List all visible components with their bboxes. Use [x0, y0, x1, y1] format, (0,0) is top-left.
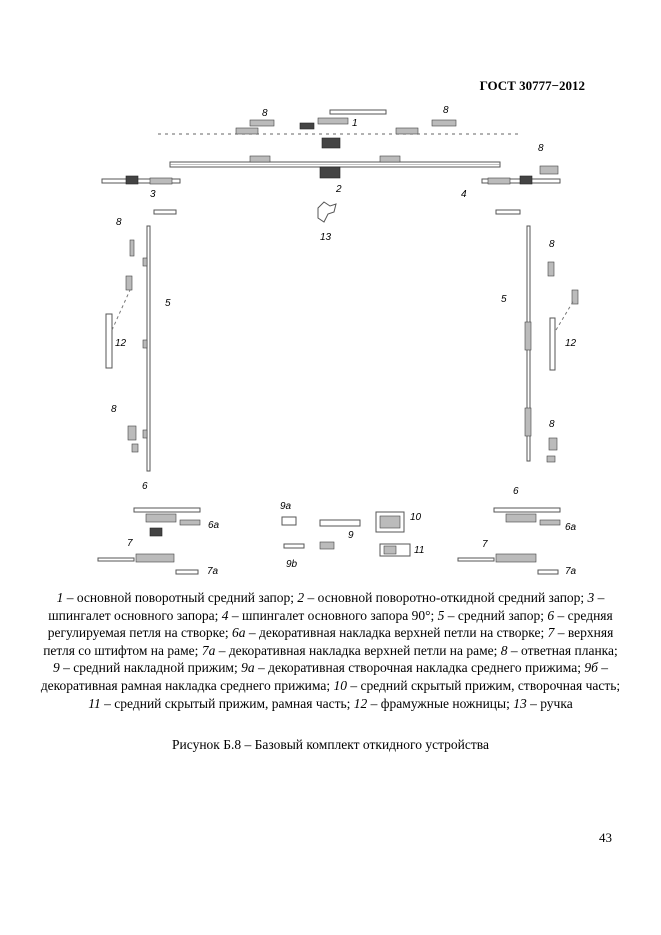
legend-item-9a: 9а – декоративная створочная накладка среднего прижима; — [241, 660, 585, 676]
legend-item-7a: 7а – декоративная накладка верхней петли на раме; — [201, 642, 501, 658]
part-11-drawing — [380, 544, 410, 556]
part-5-left-drawing — [143, 210, 176, 471]
part-7-right-drawing — [458, 554, 558, 574]
legend-item-9b: 9б – декоративная рамная накладка среднего прижима; — [40, 660, 608, 693]
label-8: 8 — [549, 419, 555, 430]
legend-item-9: 9 – средний накладной прижим; — [53, 660, 242, 676]
label-8: 8 — [111, 404, 117, 415]
label-5: 5 — [501, 294, 507, 305]
label-8: 8 — [538, 143, 544, 154]
part-3-drawing — [102, 176, 180, 184]
part-8-right-drawing — [547, 438, 557, 462]
part-6-right-drawing — [494, 508, 560, 525]
label-12: 12 — [565, 338, 577, 349]
figure-title: Рисунок Б.8 – Базовый комплект откидного устройства — [172, 737, 489, 752]
label-6a: 6a — [208, 520, 220, 531]
legend-item-12: 12 – фрамужные ножницы; — [353, 695, 514, 711]
label-7a: 7a — [207, 566, 219, 577]
part-8-left-drawing — [128, 426, 138, 452]
label-9a: 9a — [280, 501, 292, 512]
label-11: 11 — [414, 545, 425, 556]
label-8: 8 — [116, 217, 122, 228]
label-8: 8 — [443, 105, 449, 116]
label-4: 4 — [461, 189, 467, 200]
part-4-drawing — [482, 166, 560, 184]
label-6: 6 — [513, 486, 519, 497]
legend-item-11: 11 – средний скрытый прижим, рамная часть; — [88, 695, 354, 711]
legend-item-1: 1 – основной поворотный средний запор; — [56, 590, 298, 605]
label-8: 8 — [262, 108, 268, 119]
part-13-handle-drawing — [318, 202, 336, 222]
legend-item-6: 6 – средняя регулируемая петля на створке; — [47, 607, 613, 641]
label-3: 3 — [150, 189, 156, 200]
label-1: 1 — [352, 118, 358, 129]
legend-item-10: 10 – средний скрытый прижим, створочная часть; — [333, 677, 621, 693]
label-2: 2 — [336, 184, 342, 195]
legend-item-8: 8 – ответная планка; — [500, 642, 618, 658]
standard-header: ГОСТ 30777−2012 — [479, 78, 585, 93]
figure-legend — [40, 589, 621, 712]
legend-item-7: 7 – верхняя петля со штифтом на раме; — [43, 625, 614, 658]
legend-item-6a: 6а – декоративная накладка верхней петли на створке; — [231, 625, 548, 641]
label-7: 7 — [482, 539, 488, 550]
label-7: 7 — [127, 538, 133, 549]
part-2-drawing — [170, 156, 500, 178]
legend-item-13: 13 – ручка — [513, 695, 573, 711]
part-12-right-drawing — [548, 262, 578, 370]
label-6: 6 — [142, 481, 148, 492]
legend-item-3: 3 – шпингалет основного запора; — [48, 590, 605, 623]
part-5-right-drawing — [496, 210, 531, 461]
legend-item-5: 5 – средний запор; — [437, 607, 548, 623]
label-8: 8 — [549, 239, 555, 250]
label-6a: 6a — [565, 522, 577, 533]
part-1-drawing — [158, 110, 520, 148]
label-12: 12 — [115, 338, 127, 349]
label-7a: 7a — [565, 566, 577, 577]
page-number: 43 — [599, 830, 612, 845]
legend-item-2: 2 – основной поворотно-откидной средний запор; — [297, 590, 588, 605]
label-10: 10 — [410, 512, 422, 523]
label-9b: 9b — [286, 559, 298, 570]
label-13: 13 — [320, 232, 332, 243]
label-5: 5 — [165, 298, 171, 309]
part-6-left-drawing — [134, 508, 200, 536]
part-7-left-drawing — [98, 554, 198, 574]
label-9: 9 — [348, 530, 354, 541]
part-10-drawing — [376, 512, 404, 532]
legend-item-4: 4 – шпингалет основного запора 90°; — [221, 607, 438, 623]
